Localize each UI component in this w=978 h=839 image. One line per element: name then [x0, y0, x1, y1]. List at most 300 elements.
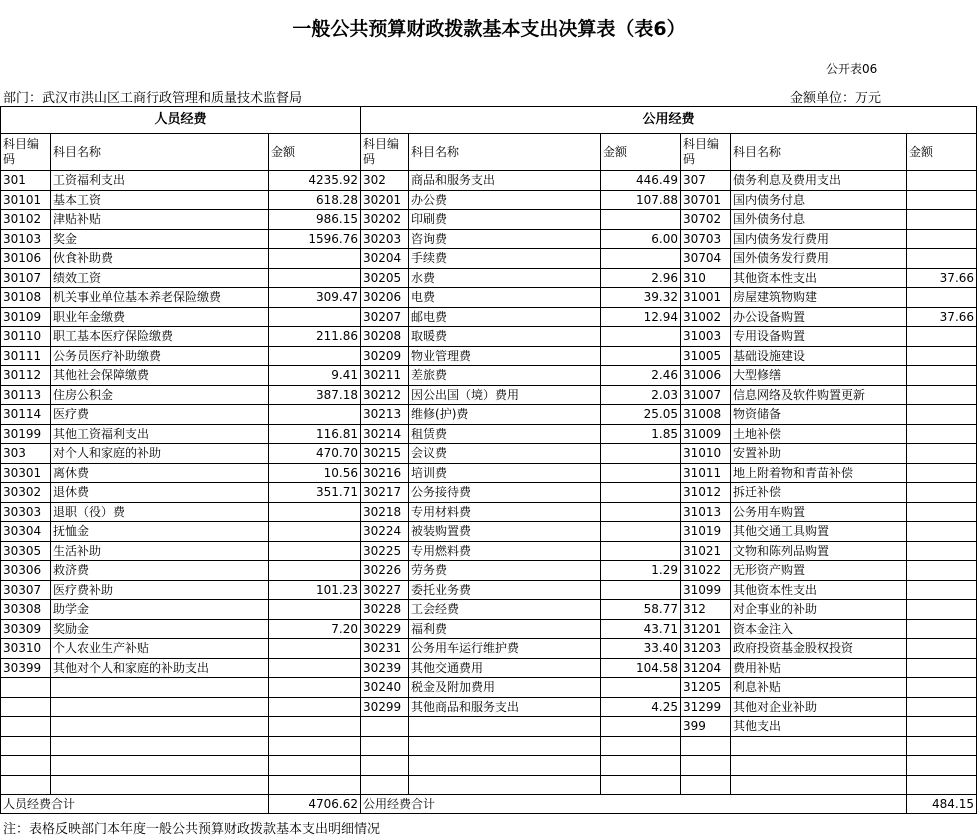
amount-cell: 2.96 [601, 268, 681, 288]
amount-cell: 618.28 [269, 190, 361, 210]
subject-name: 国内债务发行费用 [731, 229, 907, 249]
subject-code: 31012 [681, 483, 731, 503]
amount-cell [907, 385, 977, 405]
amount-cell [907, 229, 977, 249]
subject-name: 公务员医疗补助缴费 [51, 346, 269, 366]
subject-code: 30225 [361, 541, 409, 561]
subject-name: 培训费 [409, 463, 601, 483]
totals-row [1, 795, 977, 814]
amount-cell [269, 522, 361, 542]
table-row [1, 249, 977, 269]
subject-code: 30203 [361, 229, 409, 249]
subject-name: 生活补助 [51, 541, 269, 561]
amount-cell: 107.88 [601, 190, 681, 210]
amount-cell [907, 541, 977, 561]
subject-code: 30216 [361, 463, 409, 483]
amount-cell [601, 502, 681, 522]
empty-cell [361, 736, 409, 756]
amount-cell [269, 639, 361, 659]
subject-code: 30209 [361, 346, 409, 366]
amount-cell [269, 561, 361, 581]
table-row [1, 171, 977, 191]
subject-name: 税金及附加费用 [409, 678, 601, 698]
subject-name: 手续费 [409, 249, 601, 269]
col-header-amount: 金额 [269, 134, 361, 171]
table-row [1, 288, 977, 308]
empty-cell [681, 756, 731, 776]
amount-cell: 39.32 [601, 288, 681, 308]
subject-code: 30107 [1, 268, 51, 288]
subject-name: 对个人和家庭的补助 [51, 444, 269, 464]
table-row [1, 717, 977, 737]
personnel-total-amount: 4706.62 [269, 795, 361, 814]
subject-code: 30239 [361, 658, 409, 678]
subject-code: 31010 [681, 444, 731, 464]
empty-cell [361, 775, 409, 795]
subject-name: 职业年金缴费 [51, 307, 269, 327]
empty-cell [409, 756, 601, 776]
table-row [1, 346, 977, 366]
subject-code: 30111 [1, 346, 51, 366]
amount-cell: 387.18 [269, 385, 361, 405]
table-row [1, 366, 977, 386]
amount-cell: 116.81 [269, 424, 361, 444]
subject-code: 30240 [361, 678, 409, 698]
subject-code: 30211 [361, 366, 409, 386]
subject-name: 房屋建筑物购建 [731, 288, 907, 308]
subject-name: 住房公积金 [51, 385, 269, 405]
subject-name: 其他资本性支出 [731, 268, 907, 288]
subject-code: 30214 [361, 424, 409, 444]
subject-code: 30703 [681, 229, 731, 249]
empty-cell [907, 756, 977, 776]
subject-name: 专用设备购置 [731, 327, 907, 347]
footnote: 注：表格反映部门本年度一般公共预算财政拨款基本支出明细情况 [3, 822, 381, 837]
amount-cell [907, 171, 977, 191]
amount-cell: 2.03 [601, 385, 681, 405]
subject-code: 30102 [1, 210, 51, 230]
subject-name: 其他支出 [731, 717, 907, 737]
subject-name: 租赁费 [409, 424, 601, 444]
amount-cell: 1.85 [601, 424, 681, 444]
subject-code: 30207 [361, 307, 409, 327]
amount-cell: 33.40 [601, 639, 681, 659]
empty-cell [409, 736, 601, 756]
subject-name: 退职（役）费 [51, 502, 269, 522]
subject-code: 30301 [1, 463, 51, 483]
subject-code: 30304 [1, 522, 51, 542]
table-row [1, 775, 977, 795]
subject-code: 31007 [681, 385, 731, 405]
subject-name: 政府投资基金股权投资 [731, 639, 907, 659]
subject-code: 31021 [681, 541, 731, 561]
subject-code: 31019 [681, 522, 731, 542]
amount-cell [907, 424, 977, 444]
subject-name: 电费 [409, 288, 601, 308]
subject-name: 利息补贴 [731, 678, 907, 698]
subject-name: 信息网络及软件购置更新 [731, 385, 907, 405]
subject-name: 咨询费 [409, 229, 601, 249]
subject-code: 30306 [1, 561, 51, 581]
empty-cell [51, 775, 269, 795]
subject-name: 福利费 [409, 619, 601, 639]
subject-code: 30228 [361, 600, 409, 620]
subject-code: 31008 [681, 405, 731, 425]
subject-code: 30303 [1, 502, 51, 522]
amount-cell: 104.58 [601, 658, 681, 678]
subject-code: 31205 [681, 678, 731, 698]
subject-code: 310 [681, 268, 731, 288]
subject-code: 30310 [1, 639, 51, 659]
subject-name: 奖金 [51, 229, 269, 249]
empty-cell [601, 717, 681, 737]
subject-name: 公务用车购置 [731, 502, 907, 522]
subject-code: 30103 [1, 229, 51, 249]
table-row [1, 697, 977, 717]
amount-cell [907, 502, 977, 522]
amount-cell [907, 600, 977, 620]
subject-code: 30305 [1, 541, 51, 561]
amount-cell [907, 522, 977, 542]
col-header-code: 科目编码 [681, 134, 731, 171]
table-row [1, 541, 977, 561]
subject-name: 工资福利支出 [51, 171, 269, 191]
subject-name: 地上附着物和青苗补偿 [731, 463, 907, 483]
subject-name: 其他对企业补助 [731, 697, 907, 717]
subject-code: 30299 [361, 697, 409, 717]
col-header-name: 科目名称 [731, 134, 907, 171]
amount-cell [601, 346, 681, 366]
empty-cell [269, 775, 361, 795]
empty-cell [269, 756, 361, 776]
empty-cell [269, 736, 361, 756]
subject-name: 拆迁补偿 [731, 483, 907, 503]
subject-code: 30201 [361, 190, 409, 210]
subject-name: 其他商品和服务支出 [409, 697, 601, 717]
subject-name: 费用补贴 [731, 658, 907, 678]
empty-cell [51, 736, 269, 756]
subject-name: 邮电费 [409, 307, 601, 327]
empty-cell [731, 736, 907, 756]
empty-cell [681, 775, 731, 795]
amount-cell [601, 580, 681, 600]
subject-code: 31006 [681, 366, 731, 386]
amount-cell [269, 600, 361, 620]
table-row [1, 307, 977, 327]
subject-code: 30702 [681, 210, 731, 230]
subject-name: 其他对个人和家庭的补助支出 [51, 658, 269, 678]
col-header-name: 科目名称 [409, 134, 601, 171]
empty-cell [269, 678, 361, 698]
subject-code: 31002 [681, 307, 731, 327]
col-header-amount: 金额 [907, 134, 977, 171]
table-row [1, 678, 977, 698]
subject-code: 31299 [681, 697, 731, 717]
amount-cell: 1596.76 [269, 229, 361, 249]
subject-code: 303 [1, 444, 51, 464]
empty-cell [361, 717, 409, 737]
subject-name: 奖励金 [51, 619, 269, 639]
subject-code: 30217 [361, 483, 409, 503]
subject-code: 31009 [681, 424, 731, 444]
table-row [1, 502, 977, 522]
subject-name: 职工基本医疗保险缴费 [51, 327, 269, 347]
empty-cell [1, 697, 51, 717]
amount-cell [269, 307, 361, 327]
amount-cell [601, 210, 681, 230]
subject-name: 个人农业生产补贴 [51, 639, 269, 659]
amount-cell [907, 561, 977, 581]
subject-code: 30106 [1, 249, 51, 269]
department-label: 部门：武汉市洪山区工商行政管理和质量技术监督局 [3, 91, 303, 106]
amount-cell [907, 697, 977, 717]
subject-name: 基础设施建设 [731, 346, 907, 366]
subject-name: 国外债务付息 [731, 210, 907, 230]
amount-cell [269, 541, 361, 561]
amount-cell [907, 444, 977, 464]
subject-code: 30307 [1, 580, 51, 600]
table-row [1, 229, 977, 249]
subject-name: 机关事业单位基本养老保险缴费 [51, 288, 269, 308]
subject-name: 专用材料费 [409, 502, 601, 522]
subject-name: 土地补偿 [731, 424, 907, 444]
amount-cell: 446.49 [601, 171, 681, 191]
subject-code: 30302 [1, 483, 51, 503]
subject-name: 无形资产购置 [731, 561, 907, 581]
amount-cell [601, 444, 681, 464]
subject-code: 302 [361, 171, 409, 191]
empty-cell [907, 736, 977, 756]
table-row [1, 190, 977, 210]
col-header-code: 科目编码 [361, 134, 409, 171]
table-row [1, 327, 977, 347]
amount-cell [907, 639, 977, 659]
subject-name: 公务用车运行维护费 [409, 639, 601, 659]
table-row [1, 444, 977, 464]
table-row [1, 483, 977, 503]
table-row [1, 268, 977, 288]
empty-cell [1, 678, 51, 698]
unit-label: 金额单位：万元 [790, 91, 882, 106]
subject-code: 30213 [361, 405, 409, 425]
subject-code: 30215 [361, 444, 409, 464]
amount-cell [269, 502, 361, 522]
subject-code: 31022 [681, 561, 731, 581]
table-row [1, 522, 977, 542]
empty-cell [51, 756, 269, 776]
amount-cell [907, 327, 977, 347]
subject-code: 31201 [681, 619, 731, 639]
amount-cell: 101.23 [269, 580, 361, 600]
amount-cell [907, 619, 977, 639]
subject-name: 维修(护)费 [409, 405, 601, 425]
subject-name: 其他工资福利支出 [51, 424, 269, 444]
subject-code: 31204 [681, 658, 731, 678]
subject-name: 水费 [409, 268, 601, 288]
amount-cell: 37.66 [907, 307, 977, 327]
subject-name: 办公设备购置 [731, 307, 907, 327]
subject-name: 伙食补助费 [51, 249, 269, 269]
amount-cell [269, 249, 361, 269]
subject-code: 30701 [681, 190, 731, 210]
amount-cell: 986.15 [269, 210, 361, 230]
subject-name: 办公费 [409, 190, 601, 210]
subject-name: 国内债务付息 [731, 190, 907, 210]
subject-name: 商品和服务支出 [409, 171, 601, 191]
subject-name: 助学金 [51, 600, 269, 620]
amount-cell [601, 522, 681, 542]
amount-cell: 2.46 [601, 366, 681, 386]
form-number: 公开表06 [826, 62, 878, 76]
col-header-name: 科目名称 [51, 134, 269, 171]
subject-code: 31011 [681, 463, 731, 483]
table-row [1, 736, 977, 756]
subject-code: 30101 [1, 190, 51, 210]
amount-cell: 7.20 [269, 619, 361, 639]
subject-name: 绩效工资 [51, 268, 269, 288]
subject-code: 31003 [681, 327, 731, 347]
table-row [1, 424, 977, 444]
empty-cell [601, 736, 681, 756]
subject-name: 印刷费 [409, 210, 601, 230]
amount-cell [907, 658, 977, 678]
amount-cell [907, 678, 977, 698]
subject-code: 30202 [361, 210, 409, 230]
subject-code: 30110 [1, 327, 51, 347]
empty-cell [681, 736, 731, 756]
subject-code: 30227 [361, 580, 409, 600]
subject-code: 30399 [1, 658, 51, 678]
subject-name: 退休费 [51, 483, 269, 503]
subject-name: 其他资本性支出 [731, 580, 907, 600]
amount-cell [601, 463, 681, 483]
col-header-code: 科目编码 [1, 134, 51, 171]
subject-name: 对企事业的补助 [731, 600, 907, 620]
amount-cell [907, 366, 977, 386]
subject-code: 30231 [361, 639, 409, 659]
empty-cell [1, 775, 51, 795]
page-title: 一般公共预算财政拨款基本支出决算表（表6） [292, 18, 686, 40]
amount-cell: 6.00 [601, 229, 681, 249]
subject-name: 公务接待费 [409, 483, 601, 503]
subject-name: 委托业务费 [409, 580, 601, 600]
amount-cell: 37.66 [907, 268, 977, 288]
table-row [1, 210, 977, 230]
subject-name: 国外债务发行费用 [731, 249, 907, 269]
subject-name: 抚恤金 [51, 522, 269, 542]
empty-cell [51, 717, 269, 737]
subject-code: 30113 [1, 385, 51, 405]
amount-cell [907, 717, 977, 737]
subject-name: 债务利息及费用支出 [731, 171, 907, 191]
table-row [1, 463, 977, 483]
amount-cell [907, 346, 977, 366]
subject-name: 被装购置费 [409, 522, 601, 542]
empty-cell [409, 717, 601, 737]
subject-code: 301 [1, 171, 51, 191]
subject-code: 30704 [681, 249, 731, 269]
subject-code: 30218 [361, 502, 409, 522]
subject-code: 30205 [361, 268, 409, 288]
amount-cell: 470.70 [269, 444, 361, 464]
amount-cell [269, 346, 361, 366]
group-header-personnel: 人员经费 [1, 107, 361, 134]
empty-cell [1, 717, 51, 737]
table-row [1, 580, 977, 600]
subject-code: 312 [681, 600, 731, 620]
amount-cell [601, 249, 681, 269]
amount-cell [907, 463, 977, 483]
group-header-public: 公用经费 [361, 107, 977, 134]
amount-cell: 351.71 [269, 483, 361, 503]
amount-cell [907, 405, 977, 425]
amount-cell [907, 249, 977, 269]
empty-cell [731, 775, 907, 795]
empty-cell [269, 717, 361, 737]
subject-code: 30114 [1, 405, 51, 425]
table-row [1, 385, 977, 405]
subject-name: 取暖费 [409, 327, 601, 347]
subject-code: 31013 [681, 502, 731, 522]
subject-code: 30224 [361, 522, 409, 542]
col-header-amount: 金额 [601, 134, 681, 171]
subject-name: 其他交通工具购置 [731, 522, 907, 542]
subject-name: 因公出国（境）费用 [409, 385, 601, 405]
subject-name: 工会经费 [409, 600, 601, 620]
public-total-amount: 484.15 [907, 795, 977, 814]
subject-name: 津贴补贴 [51, 210, 269, 230]
subject-code: 30112 [1, 366, 51, 386]
empty-cell [269, 697, 361, 717]
amount-cell: 12.94 [601, 307, 681, 327]
subject-code: 31099 [681, 580, 731, 600]
subject-name: 离休费 [51, 463, 269, 483]
empty-cell [1, 736, 51, 756]
amount-cell [601, 327, 681, 347]
amount-cell: 211.86 [269, 327, 361, 347]
subject-name: 医疗费 [51, 405, 269, 425]
amount-cell [269, 268, 361, 288]
subject-code: 30229 [361, 619, 409, 639]
personnel-total-label: 人员经费合计 [1, 795, 269, 814]
subject-name: 物资储备 [731, 405, 907, 425]
subject-name: 医疗费补助 [51, 580, 269, 600]
amount-cell [907, 210, 977, 230]
subject-code: 30212 [361, 385, 409, 405]
amount-cell [601, 541, 681, 561]
empty-cell [409, 775, 601, 795]
table-row [1, 405, 977, 425]
subject-code: 31001 [681, 288, 731, 308]
table-row [1, 756, 977, 776]
subject-code: 30108 [1, 288, 51, 308]
amount-cell: 25.05 [601, 405, 681, 425]
subject-name: 文物和陈列品购置 [731, 541, 907, 561]
subject-code: 30206 [361, 288, 409, 308]
table-row [1, 561, 977, 581]
subject-name: 其他社会保障缴费 [51, 366, 269, 386]
amount-cell: 43.71 [601, 619, 681, 639]
amount-cell: 4235.92 [269, 171, 361, 191]
subject-code: 30204 [361, 249, 409, 269]
subject-code: 30199 [1, 424, 51, 444]
subject-code: 30226 [361, 561, 409, 581]
amount-cell [269, 405, 361, 425]
subject-name: 差旅费 [409, 366, 601, 386]
subject-name: 资本金注入 [731, 619, 907, 639]
amount-cell: 309.47 [269, 288, 361, 308]
public-total-label: 公用经费合计 [361, 795, 907, 814]
